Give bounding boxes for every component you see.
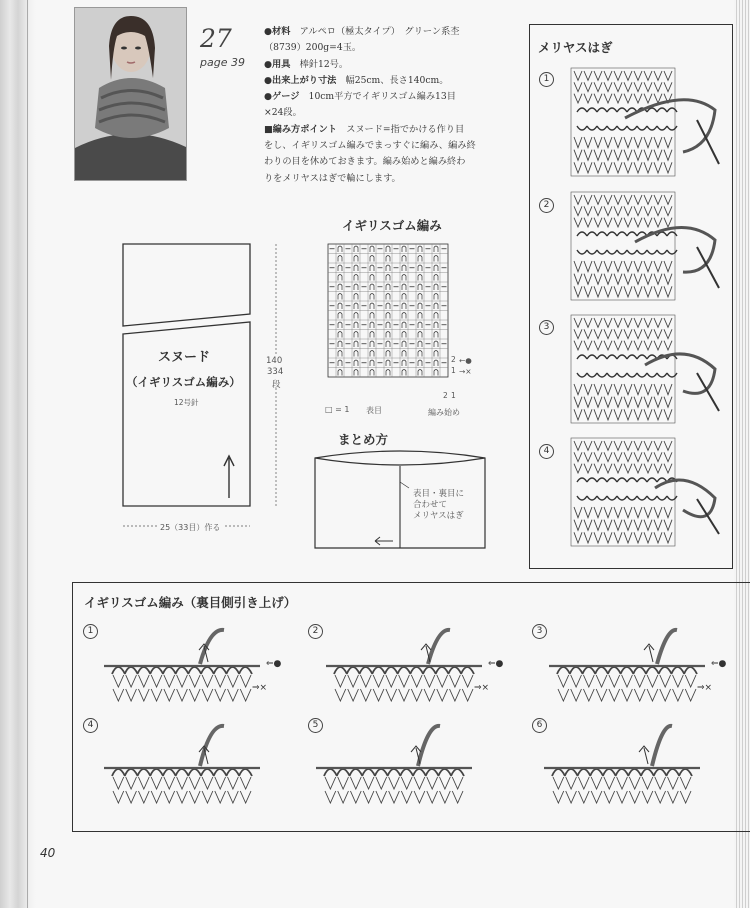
knit-stitch (126, 791, 137, 803)
rib-illustration (100, 626, 290, 710)
knit-stitch (617, 791, 628, 803)
kitchener-illustration (565, 436, 725, 548)
direction-arrow-icon (639, 746, 649, 764)
marker-cross-icon: ⇒× (252, 683, 268, 693)
knit-stitch (596, 675, 607, 687)
knit-stitch (462, 675, 473, 687)
knit-stitch (228, 777, 239, 789)
knit-stitch (202, 675, 213, 687)
knit-stitch (629, 791, 640, 803)
knit-stitch (609, 675, 620, 687)
knit-start-label: 編み始め (428, 408, 460, 417)
knit-stitch (604, 777, 615, 789)
rib-step-1: 1 (83, 624, 98, 639)
knit-stitch (113, 791, 124, 803)
knit-stitch (240, 689, 251, 701)
direction-arrow-icon (644, 644, 654, 662)
point-line-3: わりの目を休めておきます。編み始めと編み終わ (264, 156, 466, 168)
tools-label: ●用具 (264, 58, 291, 70)
rib-loop (436, 667, 449, 674)
rib-loop (646, 667, 659, 674)
knit-stitch (685, 689, 696, 701)
knit-stitch (668, 777, 679, 789)
rib-technique-title: イギリスゴム編み（裏目側引き上げ） (84, 595, 297, 610)
rib-loop (375, 769, 388, 776)
rib-loop (176, 667, 189, 674)
rib-loop (684, 667, 697, 674)
knit-stitch (386, 689, 397, 701)
rib-step-5: 5 (308, 718, 323, 733)
marker-dot-icon: ⇐● (266, 659, 282, 669)
rib-loop (659, 667, 672, 674)
knit-stitch (634, 675, 645, 687)
knit-stitch (401, 777, 412, 789)
knit-stitch (660, 675, 671, 687)
knit-stitch (202, 777, 213, 789)
knit-stitch (177, 777, 188, 789)
knit-stitch (660, 689, 671, 701)
material-text: アルペロ（極太タイプ） グリーン系杢 (299, 26, 460, 37)
rib-illustration (100, 722, 290, 806)
knit-stitch (553, 777, 564, 789)
knit-stitch (591, 791, 602, 803)
rib-loop (214, 769, 227, 776)
knit-stitch (437, 689, 448, 701)
knit-stitch (348, 689, 359, 701)
knit-stitch (325, 791, 336, 803)
knit-stitch (673, 689, 684, 701)
knit-stitch (215, 675, 226, 687)
knit-stitch (113, 777, 124, 789)
left-arrow-icon: →× (459, 367, 472, 376)
pattern-number: 27 (200, 24, 232, 53)
chart-legend-symbol: □ = 1 (325, 405, 350, 414)
rib-stitch-chart (322, 238, 462, 400)
working-yarn (428, 630, 450, 664)
knit-stitch (647, 675, 658, 687)
knit-stitch (138, 791, 149, 803)
knit-stitch (566, 777, 577, 789)
knit-stitch (215, 689, 226, 701)
working-yarn (200, 630, 224, 664)
rib-loop (150, 667, 163, 674)
rib-loop (413, 769, 426, 776)
material-text-2: （8739）200g=4玉。 (264, 42, 362, 54)
knit-stitch (151, 791, 162, 803)
rib-illustration (545, 626, 735, 710)
knit-stitch (126, 689, 137, 701)
knit-stitch (373, 675, 384, 687)
length-cm-label: 140 (266, 356, 283, 366)
knit-stitch (360, 675, 371, 687)
knit-stitch (427, 777, 438, 789)
knit-stitch (629, 777, 640, 789)
binding-line (27, 0, 28, 908)
rib-loop (137, 667, 150, 674)
chart-col-2: 2 (443, 391, 448, 400)
rib-loop (577, 769, 590, 776)
page-number: 40 (40, 846, 56, 860)
material-line (264, 24, 526, 40)
rib-illustration (312, 722, 502, 806)
rib-loop (595, 667, 608, 674)
rib-loop (201, 667, 214, 674)
rib-loop (671, 667, 684, 674)
finishing-note-1: 表目・裏目に (413, 489, 465, 499)
knit-stitch (401, 791, 412, 803)
knit-stitch (642, 791, 653, 803)
knit-stitch (553, 791, 564, 803)
rib-loop (337, 769, 350, 776)
knit-stitch (164, 689, 175, 701)
rib-step-4: 4 (83, 718, 98, 733)
knit-stitch (389, 777, 400, 789)
knit-stitch (596, 689, 607, 701)
rib-loop (334, 667, 347, 674)
knit-stitch (228, 675, 239, 687)
rib-loop (608, 667, 621, 674)
knit-stitch (450, 675, 461, 687)
knit-stitch (350, 777, 361, 789)
rib-loop (616, 769, 629, 776)
knit-stitch (437, 675, 448, 687)
rib-loop (226, 769, 239, 776)
knit-stitch (583, 675, 594, 687)
knit-stitch (348, 675, 359, 687)
knit-stitch (411, 689, 422, 701)
knit-stitch (335, 675, 346, 687)
kitchener-step-4: 4 (539, 444, 554, 459)
rib-loop (372, 667, 385, 674)
rib-loop (112, 769, 125, 776)
knit-stitch (450, 689, 461, 701)
knit-stitch (427, 791, 438, 803)
rib-loop (239, 667, 252, 674)
rib-loop (112, 667, 125, 674)
rib-loop (188, 667, 201, 674)
page-reference: page 39 (200, 56, 245, 69)
rib-loop (349, 769, 362, 776)
knit-stitch (338, 791, 349, 803)
length-rows-unit: 段 (272, 380, 281, 390)
knit-stitch (414, 777, 425, 789)
rib-loop (628, 769, 641, 776)
knit-stitch (647, 689, 658, 701)
knit-stitch (655, 777, 666, 789)
fabric (571, 438, 675, 546)
knit-stitch (215, 791, 226, 803)
rib-loop (176, 769, 189, 776)
rib-loop (324, 769, 337, 776)
rib-loop (461, 667, 474, 674)
knit-stitch (376, 777, 387, 789)
rib-loop (438, 769, 451, 776)
knit-stitch (164, 777, 175, 789)
rib-loop (590, 769, 603, 776)
rib-step-6: 6 (532, 718, 547, 733)
fabric (571, 192, 675, 300)
rib-loop (125, 667, 138, 674)
rib-loop (398, 667, 411, 674)
model-photo (74, 7, 187, 181)
knit-stitch (202, 689, 213, 701)
knit-stitch (325, 777, 336, 789)
knit-stitch (566, 791, 577, 803)
knit-stitch (424, 689, 435, 701)
knit-stitch (389, 791, 400, 803)
knit-stitch (363, 777, 374, 789)
knit-stitch (177, 675, 188, 687)
kitchener-illustration (565, 190, 725, 302)
rib-loop (163, 667, 176, 674)
knit-stitch (685, 675, 696, 687)
knit-stitch (462, 689, 473, 701)
rib-loop (359, 667, 372, 674)
rib-chart-title: イギリスゴム編み (342, 218, 442, 233)
knit-stitch (642, 777, 653, 789)
knit-stitch (138, 689, 149, 701)
knit-stitch (189, 689, 200, 701)
knit-stitch (215, 777, 226, 789)
knit-stitch (680, 791, 691, 803)
gauge-text-2: ×24段。 (264, 107, 302, 119)
rib-loop (226, 667, 239, 674)
rib-loop (385, 667, 398, 674)
knit-stitch (622, 675, 633, 687)
rib-loop (552, 769, 565, 776)
knit-stitch (151, 689, 162, 701)
working-yarn (657, 630, 677, 664)
knit-stitch (240, 675, 251, 687)
knit-stitch (151, 777, 162, 789)
knit-stitch (399, 675, 410, 687)
tools-line (264, 57, 526, 73)
knit-stitch (228, 689, 239, 701)
marker-cross-icon: ⇒× (474, 683, 490, 693)
knit-stitch (399, 689, 410, 701)
marker-cross-icon: ⇒× (697, 683, 713, 693)
kitchener-title: メリヤスはぎ (538, 40, 613, 55)
knit-stitch (386, 675, 397, 687)
chart-row-2: 2 (451, 355, 456, 364)
point-label: ■編み方ポイント (264, 123, 337, 135)
point-line-2: をし、イギリスゴム編みでまっすぐに編み、編み終 (264, 140, 476, 152)
rib-loop (125, 769, 138, 776)
knit-stitch (414, 791, 425, 803)
knit-stitch (680, 777, 691, 789)
rib-loop (423, 667, 436, 674)
knit-stitch (440, 791, 451, 803)
width-label: 25（33目）作る (160, 523, 221, 532)
knit-stitch (452, 791, 463, 803)
finishing-diagram (305, 446, 495, 558)
rib-loop (400, 769, 413, 776)
gauge-line (264, 89, 526, 105)
rib-loop (621, 667, 634, 674)
knit-stitch (591, 777, 602, 789)
marker-dot-icon: ⇐● (711, 659, 727, 669)
knit-stitch (673, 675, 684, 687)
rib-loop (679, 769, 692, 776)
gauge-text: 10cm平方でイギリスゴム編み13目 (308, 91, 456, 103)
rib-loop (448, 667, 461, 674)
rib-loop (137, 769, 150, 776)
knit-stitch (578, 791, 589, 803)
knit-stitch (424, 675, 435, 687)
knit-stitch (411, 675, 422, 687)
kitchener-step-3: 3 (539, 320, 554, 335)
right-arrow-icon: ←● (459, 356, 472, 365)
knit-stitch (338, 777, 349, 789)
knit-stitch (558, 689, 569, 701)
kitchener-step-2: 2 (539, 198, 554, 213)
knit-stitch (583, 689, 594, 701)
finishing-title: まとめ方 (338, 432, 389, 447)
rib-loop (201, 769, 214, 776)
rib-loop (388, 769, 401, 776)
finishing-note-2: 合わせて (413, 500, 448, 510)
knit-stitch (113, 675, 124, 687)
rib-loop (570, 667, 583, 674)
point-line (264, 122, 526, 138)
rib-loop (654, 769, 667, 776)
length-rows-label: 334 (267, 367, 284, 377)
knit-stitch (634, 689, 645, 701)
knit-stitch (189, 777, 200, 789)
knit-stitch (452, 777, 463, 789)
fabric (571, 315, 675, 423)
gauge-label: ●ゲージ (264, 91, 300, 103)
pattern-specs (264, 24, 526, 187)
rib-loop (347, 667, 360, 674)
rib-illustration (540, 722, 730, 806)
rib-loop (451, 769, 464, 776)
knit-stitch (240, 777, 251, 789)
knit-stitch (189, 675, 200, 687)
chart-legend-text: 表目 (366, 406, 382, 415)
knit-stitch (335, 689, 346, 701)
knit-stitch (609, 689, 620, 701)
rib-loop (582, 667, 595, 674)
knit-stitch (440, 777, 451, 789)
rib-loop (150, 769, 163, 776)
knit-stitch (240, 791, 251, 803)
chart-col-1: 1 (451, 391, 456, 400)
rib-step-2: 2 (308, 624, 323, 639)
size-text: 幅25cm、長さ140cm。 (345, 74, 449, 86)
rib-loop (214, 667, 227, 674)
rib-step-3: 3 (532, 624, 547, 639)
rib-loop (426, 769, 439, 776)
rib-loop (666, 769, 679, 776)
knit-stitch (571, 689, 582, 701)
rib-loop (633, 667, 646, 674)
knit-stitch (126, 777, 137, 789)
rib-loop (603, 769, 616, 776)
marker-dot-icon: ⇐● (488, 659, 504, 669)
knit-stitch (558, 675, 569, 687)
kitchener-step-1: 1 (539, 72, 554, 87)
finishing-note-3: メリヤスはぎ (413, 511, 464, 521)
knit-stitch (138, 777, 149, 789)
knit-stitch (164, 791, 175, 803)
kitchener-illustration (565, 313, 725, 425)
knit-stitch (622, 689, 633, 701)
knit-stitch (177, 689, 188, 701)
rib-loop (362, 769, 375, 776)
kitchener-illustration (565, 66, 725, 178)
rib-loop (163, 769, 176, 776)
knit-stitch (189, 791, 200, 803)
knit-stitch (202, 791, 213, 803)
size-line (264, 73, 526, 89)
working-yarn (652, 726, 672, 766)
rib-loop (641, 769, 654, 776)
knit-stitch (655, 791, 666, 803)
rib-loop (188, 769, 201, 776)
knit-stitch (228, 791, 239, 803)
knit-stitch (373, 689, 384, 701)
knit-stitch (151, 675, 162, 687)
snood-stitch-label: （イギリスゴム編み） (126, 375, 241, 389)
knit-stitch (164, 675, 175, 687)
rib-loop (557, 667, 570, 674)
point-line-4: りをメリヤスはぎで輪にします。 (264, 172, 401, 184)
knit-stitch (360, 689, 371, 701)
needle-size-label: 12号針 (174, 398, 199, 407)
size-label: ●出来上がり寸法 (264, 74, 337, 86)
snood-title: スヌード (158, 350, 211, 365)
knit-stitch (604, 791, 615, 803)
book-binding (0, 0, 36, 908)
knit-stitch (571, 675, 582, 687)
knit-stitch (177, 791, 188, 803)
rib-loop (410, 667, 423, 674)
working-yarn (418, 726, 440, 766)
knit-stitch (350, 791, 361, 803)
knit-stitch (617, 777, 628, 789)
knit-stitch (668, 791, 679, 803)
knit-stitch (138, 675, 149, 687)
rib-loop (239, 769, 252, 776)
fabric (571, 68, 675, 176)
chart-row-1: 1 (451, 366, 456, 375)
point-text: スヌード=指でかける作り目 (346, 123, 465, 135)
material-label: ●材料 (264, 26, 291, 37)
knit-stitch (578, 777, 589, 789)
rib-illustration (322, 626, 512, 710)
knit-stitch (363, 791, 374, 803)
tools-text: 棒針12号。 (299, 58, 349, 70)
knit-stitch (126, 675, 137, 687)
knit-stitch (113, 689, 124, 701)
rib-loop (565, 769, 578, 776)
knit-stitch (376, 791, 387, 803)
